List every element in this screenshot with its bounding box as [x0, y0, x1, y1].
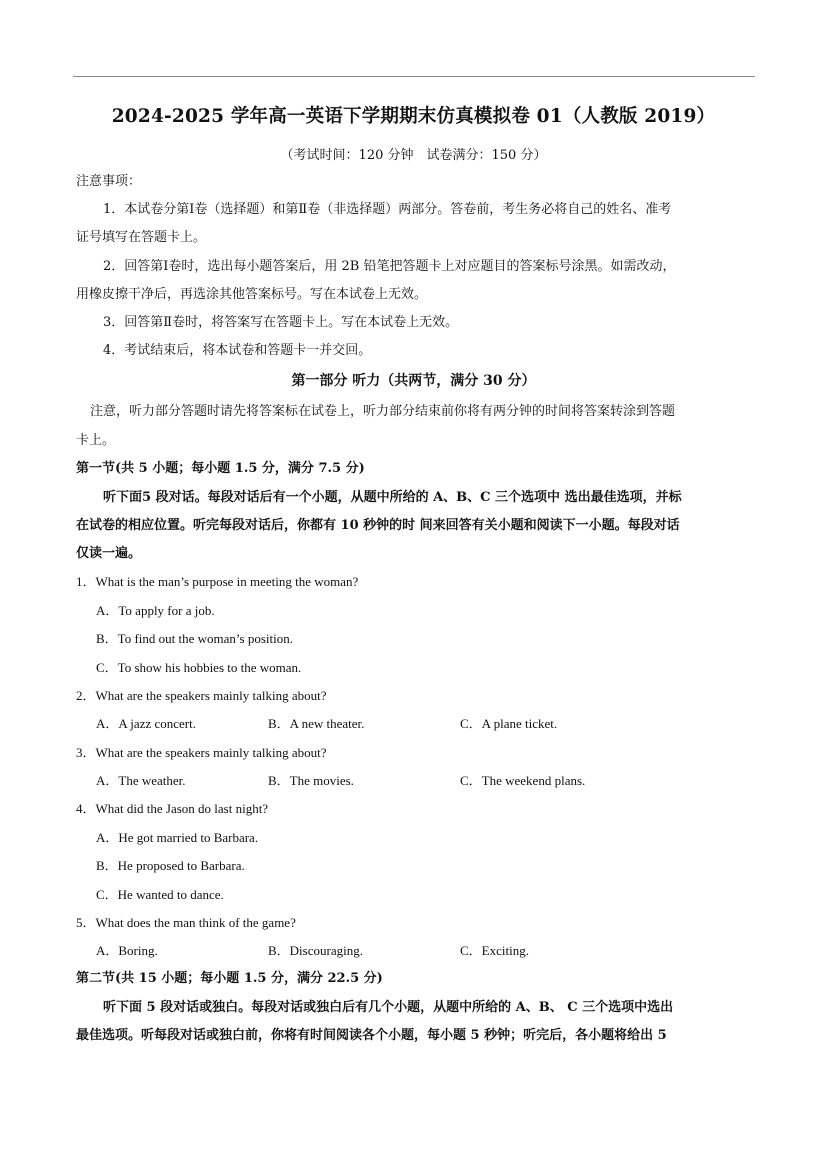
answer-option: B．A new theater.	[268, 716, 365, 731]
notes-heading: 注意事项：	[76, 174, 142, 189]
section1-instructions: 仅读一遍。	[76, 546, 142, 561]
note-item: 1．本试卷分第Ⅰ卷（选择题）和第Ⅱ卷（非选择题）两部分。答卷前，考生务必将自己的姓名、准考	[103, 202, 672, 217]
answer-option: C．To show his hobbies to the woman.	[96, 660, 302, 675]
answer-option: B．He proposed to Barbara.	[96, 858, 245, 873]
section2-heading: 第二节(共 15 小题；每小题 1.5 分，满分 22.5 分)	[76, 971, 383, 986]
section1-instructions: 听下面5 段对话。每段对话后有一个小题，从题中所给的 A、B、C 三个选项中 选出最佳选项，并标	[103, 490, 682, 505]
page-title: 2024-2025 学年高一英语下学期期末仿真模拟卷 01（人教版 2019）	[111, 106, 716, 127]
note-item: 2．回答第Ⅰ卷时，选出每小题答案后，用 2B 铅笔把答题卡上对应题目的答案标号涂黑。如需改动，	[103, 259, 676, 274]
note-item: 4．考试结束后，将本试卷和答题卡一并交回。	[103, 343, 372, 358]
section2-instructions: 最佳选项。听每段对话或独白前，你将有时间阅读各个小题，每小题 5 秒钟；听完后，各小题将给出 5	[76, 1028, 667, 1043]
section1-heading: 第一节(共 5 小题；每小题 1.5 分，满分 7.5 分)	[76, 461, 365, 476]
question-stem: 1．What is the man’s purpose in meeting the woman?	[76, 574, 359, 589]
header-rule	[73, 76, 755, 77]
answer-option: B．Discouraging.	[268, 943, 363, 958]
listening-notice: 注意，听力部分答题时请先将答案标在试卷上，听力部分结束前你将有两分钟的时间将答案转涂到答题	[90, 404, 676, 419]
answer-option: B．The movies.	[268, 773, 354, 788]
answer-option: A．The weather.	[96, 773, 186, 788]
answer-option: C．Exciting.	[460, 943, 529, 958]
answer-option: A．To apply for a job.	[96, 603, 215, 618]
question-stem: 5．What does the man think of the game?	[76, 915, 296, 930]
question-stem: 2．What are the speakers mainly talking about?	[76, 688, 327, 703]
answer-option: A．Boring.	[96, 943, 158, 958]
section2-instructions: 听下面 5 段对话或独白。每段对话或独白后有几个小题，从题中所给的 A、B、 C 三个选项中选出	[103, 1000, 674, 1015]
answer-option: C．A plane ticket.	[460, 716, 558, 731]
answer-option: B．To find out the woman’s position.	[96, 631, 293, 646]
listening-notice: 卡上。	[76, 433, 116, 448]
section1-instructions: 在试卷的相应位置。听完每段对话后，你都有 10 秒钟的时 间来回答有关小题和阅读下一小题。每段对话	[76, 518, 680, 533]
question-stem: 4．What did the Jason do last night?	[76, 801, 269, 816]
note-item: 证号填写在答题卡上。	[76, 230, 207, 245]
exam-info: （考试时间：120 分钟 试卷满分：150 分）	[280, 148, 547, 163]
note-item: 用橡皮擦干净后，再选涂其他答案标号。写在本试卷上无效。	[76, 287, 428, 302]
question-stem: 3．What are the speakers mainly talking about?	[76, 745, 327, 760]
note-item: 3．回答第Ⅱ卷时，将答案写在答题卡上。写在本试卷上无效。	[103, 315, 459, 330]
part1-heading: 第一部分 听力（共两节，满分 30 分）	[291, 373, 536, 389]
answer-option: C．He wanted to dance.	[96, 887, 224, 902]
answer-option: C．The weekend plans.	[460, 773, 586, 788]
answer-option: A．He got married to Barbara.	[96, 830, 259, 845]
answer-option: A．A jazz concert.	[96, 716, 196, 731]
